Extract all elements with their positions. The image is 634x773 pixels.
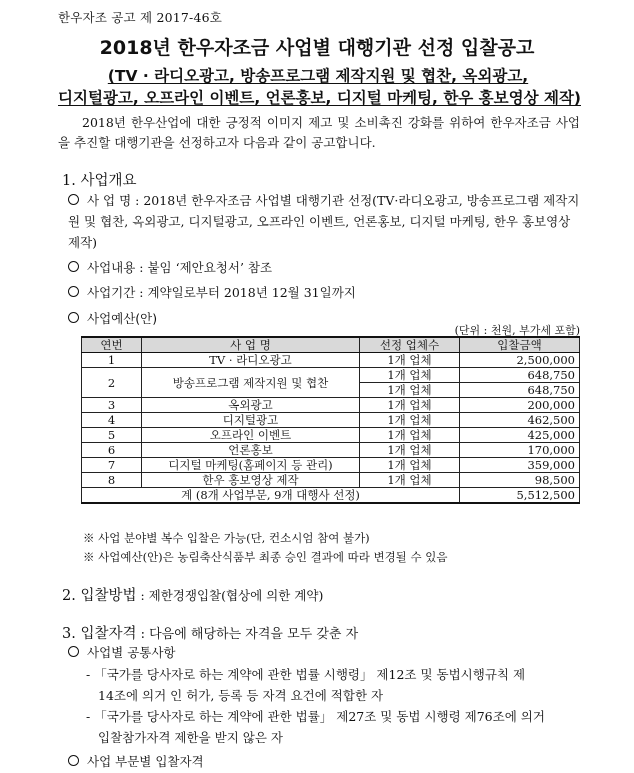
row-number: 3 bbox=[82, 398, 142, 413]
circle-bullet-icon bbox=[68, 312, 79, 323]
bid-amount: 648,750 bbox=[460, 368, 580, 383]
document-subtitle-line2: 디지털광고, 오프라인 이벤트, 언론홍보, 디지털 마케팅, 한우 홍보영상 제작) bbox=[58, 89, 581, 107]
bid-amount: 359,000 bbox=[460, 458, 580, 473]
overview-item-content bbox=[68, 257, 580, 278]
table-row bbox=[82, 458, 580, 473]
table-total-row bbox=[82, 488, 580, 504]
qualification-line: 14조에 의거 인 허가, 등록 등 자격 요건에 적합한 자 bbox=[98, 688, 384, 703]
row-number: 6 bbox=[82, 443, 142, 458]
circle-bullet-icon bbox=[68, 646, 79, 657]
bid-amount: 98,500 bbox=[460, 473, 580, 488]
project-name: 옥외광고 bbox=[142, 398, 360, 413]
circle-bullet-icon bbox=[68, 755, 79, 766]
bid-amount: 200,000 bbox=[460, 398, 580, 413]
project-name: 디지털 마케팅(홈페이지 등 관리) bbox=[142, 458, 360, 473]
column-header: 사 업 명 bbox=[142, 337, 360, 353]
table-row bbox=[82, 368, 580, 383]
qualification-by-division bbox=[68, 751, 468, 772]
qualification-line: 입찰참가자격 제한을 받지 않은 자 bbox=[98, 730, 283, 745]
bid-amount: 462,500 bbox=[460, 413, 580, 428]
project-name: 디지털광고 bbox=[142, 413, 360, 428]
row-number: 1 bbox=[82, 353, 142, 368]
total-amount: 5,512,500 bbox=[460, 488, 580, 504]
circle-bullet-icon bbox=[68, 261, 79, 272]
qualification-line: - 「국가를 당사자로 하는 계약에 관한 법률」 제27조 및 동법 시행령 제76조에 의거 bbox=[86, 709, 545, 724]
row-number: 8 bbox=[82, 473, 142, 488]
circle-bullet-icon bbox=[68, 194, 79, 205]
company-count: 1개 업체 bbox=[360, 368, 460, 383]
company-count: 1개 업체 bbox=[360, 398, 460, 413]
section2-title: 2. 입찰방법 bbox=[62, 588, 137, 604]
row-number: 4 bbox=[82, 413, 142, 428]
item-label: 사 업 명 bbox=[87, 193, 132, 208]
bid-amount: 648,750 bbox=[460, 383, 580, 398]
project-name: 언론홍보 bbox=[142, 443, 360, 458]
row-number: 5 bbox=[82, 428, 142, 443]
item-label: 사업내용 bbox=[87, 260, 136, 275]
company-count: 1개 업체 bbox=[360, 428, 460, 443]
table-row bbox=[82, 413, 580, 428]
bid-amount: 170,000 bbox=[460, 443, 580, 458]
project-name: 한우 홍보영상 제작 bbox=[142, 473, 360, 488]
company-count: 1개 업체 bbox=[360, 353, 460, 368]
note-line: ※ 사업예산(안)은 농림축산식품부 최종 승인 결과에 따라 변경될 수 있음 bbox=[83, 550, 448, 564]
item-label: 사업 부문별 입찰자격 bbox=[87, 754, 204, 769]
section3-title: 3. 입찰자격 bbox=[62, 626, 137, 642]
item-text: : 붙임 ‘제안요청서’ 참조 bbox=[135, 260, 273, 275]
total-label: 계 (8개 사업부문, 9개 대행사 선정) bbox=[82, 488, 460, 504]
section2-text: : 제한경쟁입찰(협상에 의한 계약) bbox=[136, 588, 324, 603]
table-row bbox=[82, 353, 580, 368]
document-subtitle-line1: (TV · 라디오광고, 방송프로그램 제작지원 및 협찬, 옥외광고, bbox=[107, 67, 529, 85]
table-row bbox=[82, 428, 580, 443]
table-row bbox=[82, 398, 580, 413]
row-number: 7 bbox=[82, 458, 142, 473]
row-number: 2 bbox=[82, 368, 142, 398]
table-row bbox=[82, 443, 580, 458]
company-count: 1개 업체 bbox=[360, 383, 460, 398]
intro-paragraph: 2018년 한우산업에 대한 긍정적 이미지 제고 및 소비촉진 강화를 위하여 한우자조금 사업을 추진할 대행기관을 선정하고자 다음과 같이 공고합니다. bbox=[58, 115, 580, 150]
company-count: 1개 업체 bbox=[360, 443, 460, 458]
section3-text: : 다음에 해당하는 자격을 모두 갖춘 자 bbox=[136, 627, 359, 642]
item-text: : 2018년 한우자조금 사업별 대행기관 선정(TV·라디오광고, 방송프로그램 제작지원 및 협찬, 옥외광고, 디지털광고, 오프라인 이벤트, 언론홍보, 디지털 마케팅, 한우 홍보영상 제작) bbox=[68, 193, 580, 250]
bid-amount: 425,000 bbox=[460, 428, 580, 443]
budget-table bbox=[81, 336, 580, 504]
overview-item-budget bbox=[68, 308, 368, 329]
document-title: 2018년 한우자조금 사업별 대행기관 선정 입찰공고 bbox=[99, 37, 535, 59]
section1-heading: 1. 사업개요 bbox=[62, 173, 137, 189]
section3-heading bbox=[62, 622, 358, 643]
item-label: 사업기간 bbox=[87, 285, 136, 300]
project-name: 방송프로그램 제작지원 및 협찬 bbox=[142, 368, 360, 398]
item-text: : 계약일로부터 2018년 12월 31일까지 bbox=[135, 285, 356, 300]
section2-heading bbox=[62, 584, 323, 605]
table-row bbox=[82, 473, 580, 488]
column-header: 선정 업체수 bbox=[360, 337, 460, 353]
qualification-common bbox=[68, 642, 468, 663]
company-count: 1개 업체 bbox=[360, 473, 460, 488]
document-number: 한우자조 공고 제 2017-46호 bbox=[58, 10, 223, 25]
circle-bullet-icon bbox=[68, 286, 79, 297]
company-count: 1개 업체 bbox=[360, 458, 460, 473]
overview-item-project-name bbox=[68, 190, 580, 253]
overview-item-period bbox=[68, 282, 580, 303]
note-line: ※ 사업 분야별 복수 입찰은 가능(단, 컨소시엄 참여 불가) bbox=[83, 531, 370, 545]
item-label: 사업예산(안) bbox=[87, 311, 158, 326]
column-header: 입찰금액 bbox=[460, 337, 580, 353]
project-name: TV · 라디오광고 bbox=[142, 353, 360, 368]
column-header: 연번 bbox=[82, 337, 142, 353]
company-count: 1개 업체 bbox=[360, 413, 460, 428]
budget-unit-note: (단위 : 천원, 부가세 포함) bbox=[454, 324, 580, 337]
project-name: 오프라인 이벤트 bbox=[142, 428, 360, 443]
item-label: 사업별 공통사항 bbox=[87, 645, 176, 660]
bid-amount: 2,500,000 bbox=[460, 353, 580, 368]
table-header-row bbox=[82, 337, 580, 353]
qualification-line: - 「국가를 당사자로 하는 계약에 관한 법률 시행령」 제12조 및 동법시행규칙 제 bbox=[86, 667, 526, 682]
